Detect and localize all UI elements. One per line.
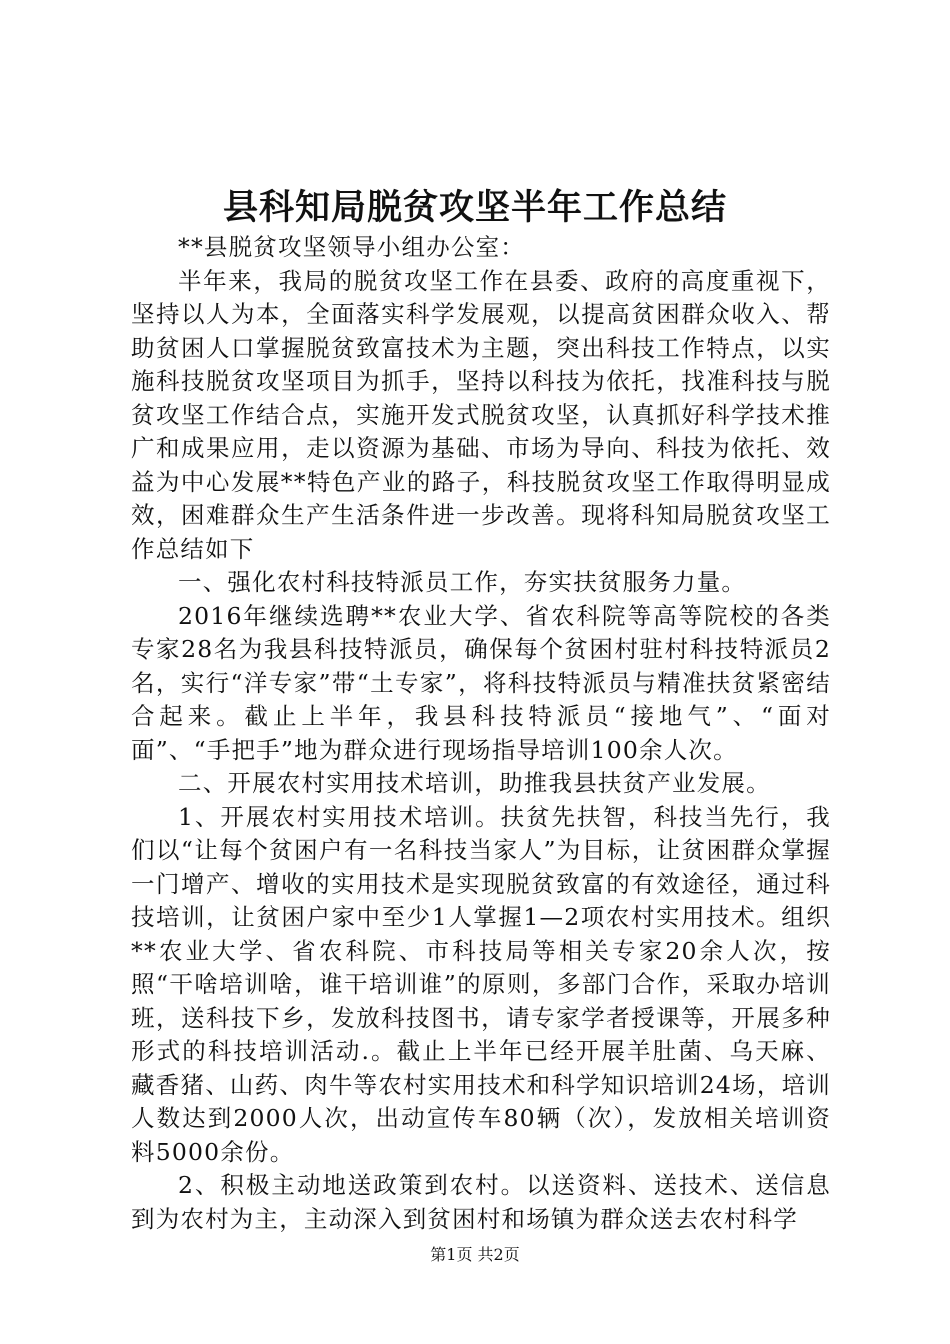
section-2-item-1: 1、开展农村实用技术培训。扶贫先扶智，科技当先行，我们以“让每个贫困户有一名科技当家人”为目标，让贫困群众掌握一门增产、增收的实用技术是实现脱贫致富的有效途径，通过科技培训，让贫困户家中至少1人掌握1—2项农村实用技术。组织**农业大学、省农科院、市科技局等相关专家20余人次，按照“干啥培训啥，谁干培训谁”的原则，多部门合作，采取办培训班，送科技下乡，发放科技图书，请专家学者授课等，开展多种形式的科技培训活动.。截止上半年已经开展羊肚菌、乌天麻、藏香猪、山药、肉牛等农村实用技术和科学知识培训24场，培训人数达到2000人次，出动宣传车80辆（次），发放相关培训资料5000余份。	[131, 802, 831, 1166]
document-title: 县科知局脱贫攻坚半年工作总结	[222, 187, 727, 228]
document-body	[131, 231, 831, 1236]
section-1-paragraph: 2016年继续选聘**农业大学、省农科院等高等院校的各类专家28名为我县科技特派员，确保每个贫困村驻村科技特派员2名，实行“洋专家”带“土专家”，将科技特派员与精准扶贫紧密结合起来。截止上半年，我县科技特派员“接地气”、“面对面”、“手把手”地为群众进行现场指导培训100余人次。	[131, 601, 831, 764]
intro-paragraph: 半年来，我局的脱贫攻坚工作在县委、政府的高度重视下，坚持以人为本，全面落实科学发展观，以提高贫困群众收入、帮助贫困人口掌握脱贫致富技术为主题，突出科技工作特点，以实施科技脱贫攻坚项目为抓手，坚持以科技为依托，找准科技与脱贫攻坚工作结合点，实施开发式脱贫攻坚，认真抓好科学技术推广和成果应用，走以资源为基础、市场为导向、科技为依托、效益为中心发展**特色产业的路子，科技脱贫攻坚工作取得明显成效，困难群众生产生活条件进一步改善。现将科知局脱贫攻坚工作总结如下	[131, 266, 831, 563]
page-footer: 第1页 共2页	[430, 1245, 520, 1264]
section-heading-1: 一、强化农村科技特派员工作，夯实扶贫服务力量。	[178, 568, 747, 596]
section-heading-2: 二、开展农村实用技术培训，助推我县扶贫产业发展。	[178, 769, 771, 797]
salutation: **县脱贫攻坚领导小组办公室：	[178, 233, 525, 261]
section-2-item-2: 2、积极主动地送政策到农村。以送资料、送技术、送信息到为农村为主，主动深入到贫困村和场镇为群众送去农村科学	[131, 1171, 831, 1233]
